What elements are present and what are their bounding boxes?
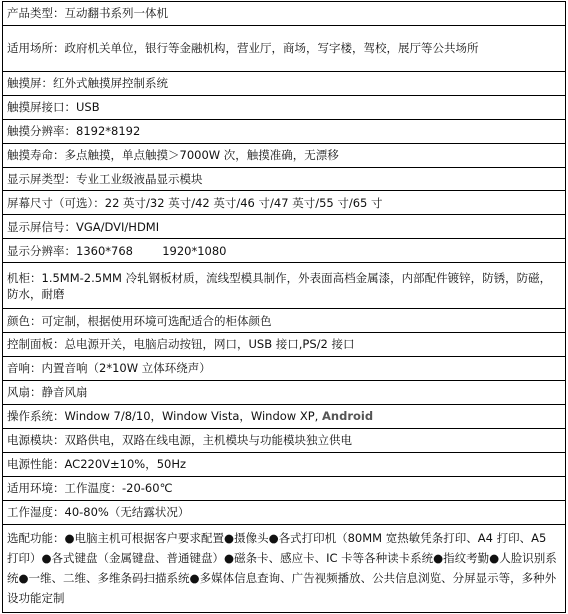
spec-separator: ：	[30, 270, 42, 285]
spec-label: 颜色	[7, 313, 30, 328]
spec-label: 屏幕尺寸（可选）	[7, 195, 94, 210]
spec-separator: ：	[64, 219, 76, 234]
spec-cell	[3, 404, 566, 428]
spec-row-control-panel	[3, 333, 566, 357]
spec-cell	[3, 524, 566, 612]
spec-separator: ：	[30, 361, 42, 376]
spec-label: 电源性能	[7, 457, 53, 472]
spec-cell	[3, 356, 566, 380]
spec-separator: ：	[53, 337, 65, 352]
spec-value: 1360*768 1920*1080	[76, 243, 227, 258]
spec-label: 控制面板	[7, 337, 53, 352]
spec-cell	[3, 263, 566, 309]
spec-value: 政府机关单位，银行等金融机构，营业厅，商场，写字楼，驾校，展厅等公共场所	[64, 41, 479, 56]
spec-label: 电源模块	[7, 433, 53, 448]
spec-value: 内置音响（2*10W 立体环绕声）	[41, 361, 211, 376]
spec-label: 工作湿度	[7, 505, 53, 520]
spec-value: ●电脑主机可根据客户要求配置●摄像头●各式打印机（80MM 宽热敏凭条打印、A4 打印、A5 打印）●各式键盘（金属键盘、普通键盘）●磁条卡、感应卡、IC 卡等各种读卡系统●指纹考勤●人脸识别系统●一维、二维、多维条码扫描系统●多媒体信息查询、广告视频播放、公共信息浏览、分屏显示等，多种外设功能定制	[7, 531, 557, 606]
spec-row-power-performance	[3, 452, 566, 476]
spec-separator: ：	[53, 505, 65, 520]
spec-separator: ：	[53, 481, 65, 496]
spec-row-fan	[3, 380, 566, 404]
spec-row-power-module	[3, 428, 566, 452]
spec-separator: ：	[64, 171, 76, 186]
spec-cell	[3, 143, 566, 167]
spec-row-environment	[3, 476, 566, 500]
spec-row-cabinet	[3, 263, 566, 309]
spec-label: 机柜	[7, 270, 30, 285]
spec-separator: ：	[53, 148, 65, 163]
spec-value: 8192*8192	[76, 124, 141, 139]
spec-separator: ：	[30, 313, 42, 328]
spec-separator: ：	[64, 124, 76, 139]
spec-row-display-type	[3, 167, 566, 191]
spec-label: 风扇	[7, 385, 30, 400]
spec-separator: ：	[41, 76, 53, 91]
spec-value: 总电源开关，电脑启动按钮，网口，USB 接口,PS/2 接口	[64, 337, 355, 352]
spec-cell	[3, 25, 566, 71]
spec-row-touch-resolution	[3, 119, 566, 143]
spec-value: 40-80%（无结露状况）	[64, 505, 190, 520]
spec-value: 1.5MM-2.5MM 冷轧钢板材质，流线型模具制作，外表面高档金属漆，内部配件镀锌，防锈，防磁，防水，耐磨	[7, 270, 552, 301]
spec-value: 双路供电，双路在线电源，主机模块与功能模块独立供电	[64, 433, 352, 448]
spec-label: 产品类型	[7, 6, 53, 21]
spec-value: 红外式触摸屏控制系统	[53, 76, 168, 91]
spec-separator: ：	[64, 100, 76, 115]
spec-label: 适用环境	[7, 481, 53, 496]
spec-label: 操作系统	[7, 409, 53, 424]
spec-value-android: Android	[322, 409, 374, 424]
spec-row-humidity	[3, 500, 566, 524]
spec-cell	[3, 71, 566, 95]
spec-row-touch-interface	[3, 95, 566, 119]
spec-value: AC220V±10%，50Hz	[64, 457, 187, 472]
spec-label: 音响	[7, 361, 30, 376]
spec-label: 显示屏信号	[7, 219, 65, 234]
spec-label: 触摸屏	[7, 76, 42, 91]
spec-row-display-signal	[3, 215, 566, 239]
spec-value: Window 7/8/10，Window Vista，Window XP,	[64, 409, 319, 424]
spec-row-color	[3, 309, 566, 333]
spec-cell	[3, 452, 566, 476]
spec-cell	[3, 428, 566, 452]
spec-label: 触摸屏接口	[7, 100, 65, 115]
spec-separator: ：	[53, 531, 65, 546]
spec-value: 互动翻书系列一体机	[64, 6, 168, 21]
spec-cell	[3, 2, 566, 26]
spec-cell	[3, 167, 566, 191]
spec-value: 静音风扇	[41, 385, 88, 400]
spec-row-touch-lifespan	[3, 143, 566, 167]
spec-row-touchscreen	[3, 71, 566, 95]
spec-separator: ：	[93, 195, 105, 210]
spec-cell	[3, 119, 566, 143]
spec-label: 触摸寿命	[7, 148, 53, 163]
spec-separator: ：	[53, 433, 65, 448]
spec-separator: ：	[30, 385, 42, 400]
spec-cell	[3, 476, 566, 500]
spec-row-screen-size	[3, 191, 566, 215]
spec-cell	[3, 191, 566, 215]
spec-label: 选配功能	[7, 531, 53, 546]
spec-separator: ：	[53, 6, 65, 21]
product-spec-table	[2, 1, 566, 613]
spec-label: 显示分辨率	[7, 243, 65, 258]
spec-value: 专业工业级液晶显示模块	[76, 171, 203, 186]
spec-value: VGA/DVI/HDMI	[76, 219, 160, 234]
spec-separator: ：	[53, 41, 65, 56]
spec-row-venues	[3, 25, 566, 71]
spec-row-display-resolution	[3, 239, 566, 263]
spec-cell	[3, 500, 566, 524]
spec-cell	[3, 309, 566, 333]
spec-cell	[3, 95, 566, 119]
spec-label: 适用场所	[7, 41, 53, 56]
spec-cell	[3, 380, 566, 404]
spec-cell	[3, 215, 566, 239]
spec-cell	[3, 239, 566, 263]
spec-value: 工作温度：-20-60℃	[64, 481, 173, 496]
spec-row-os	[3, 404, 566, 428]
spec-separator: ：	[53, 457, 65, 472]
spec-value: 22 英寸/32 英寸/42 英寸/46 寸/47 英寸/55 寸/65 寸	[104, 195, 383, 210]
spec-separator: ：	[64, 243, 76, 258]
spec-cell	[3, 333, 566, 357]
spec-value: USB	[76, 100, 100, 115]
spec-row-product-type	[3, 2, 566, 26]
spec-label: 触摸分辨率	[7, 124, 65, 139]
spec-separator: ：	[53, 409, 65, 424]
spec-value: 可定制，根据使用环境可选配适合的柜体颜色	[41, 313, 272, 328]
spec-row-audio	[3, 356, 566, 380]
spec-label: 显示屏类型	[7, 171, 65, 186]
spec-value: 多点触摸，单点触摸＞7000W 次，触摸准确，无漂移	[64, 148, 339, 163]
spec-row-optional-features	[3, 524, 566, 612]
